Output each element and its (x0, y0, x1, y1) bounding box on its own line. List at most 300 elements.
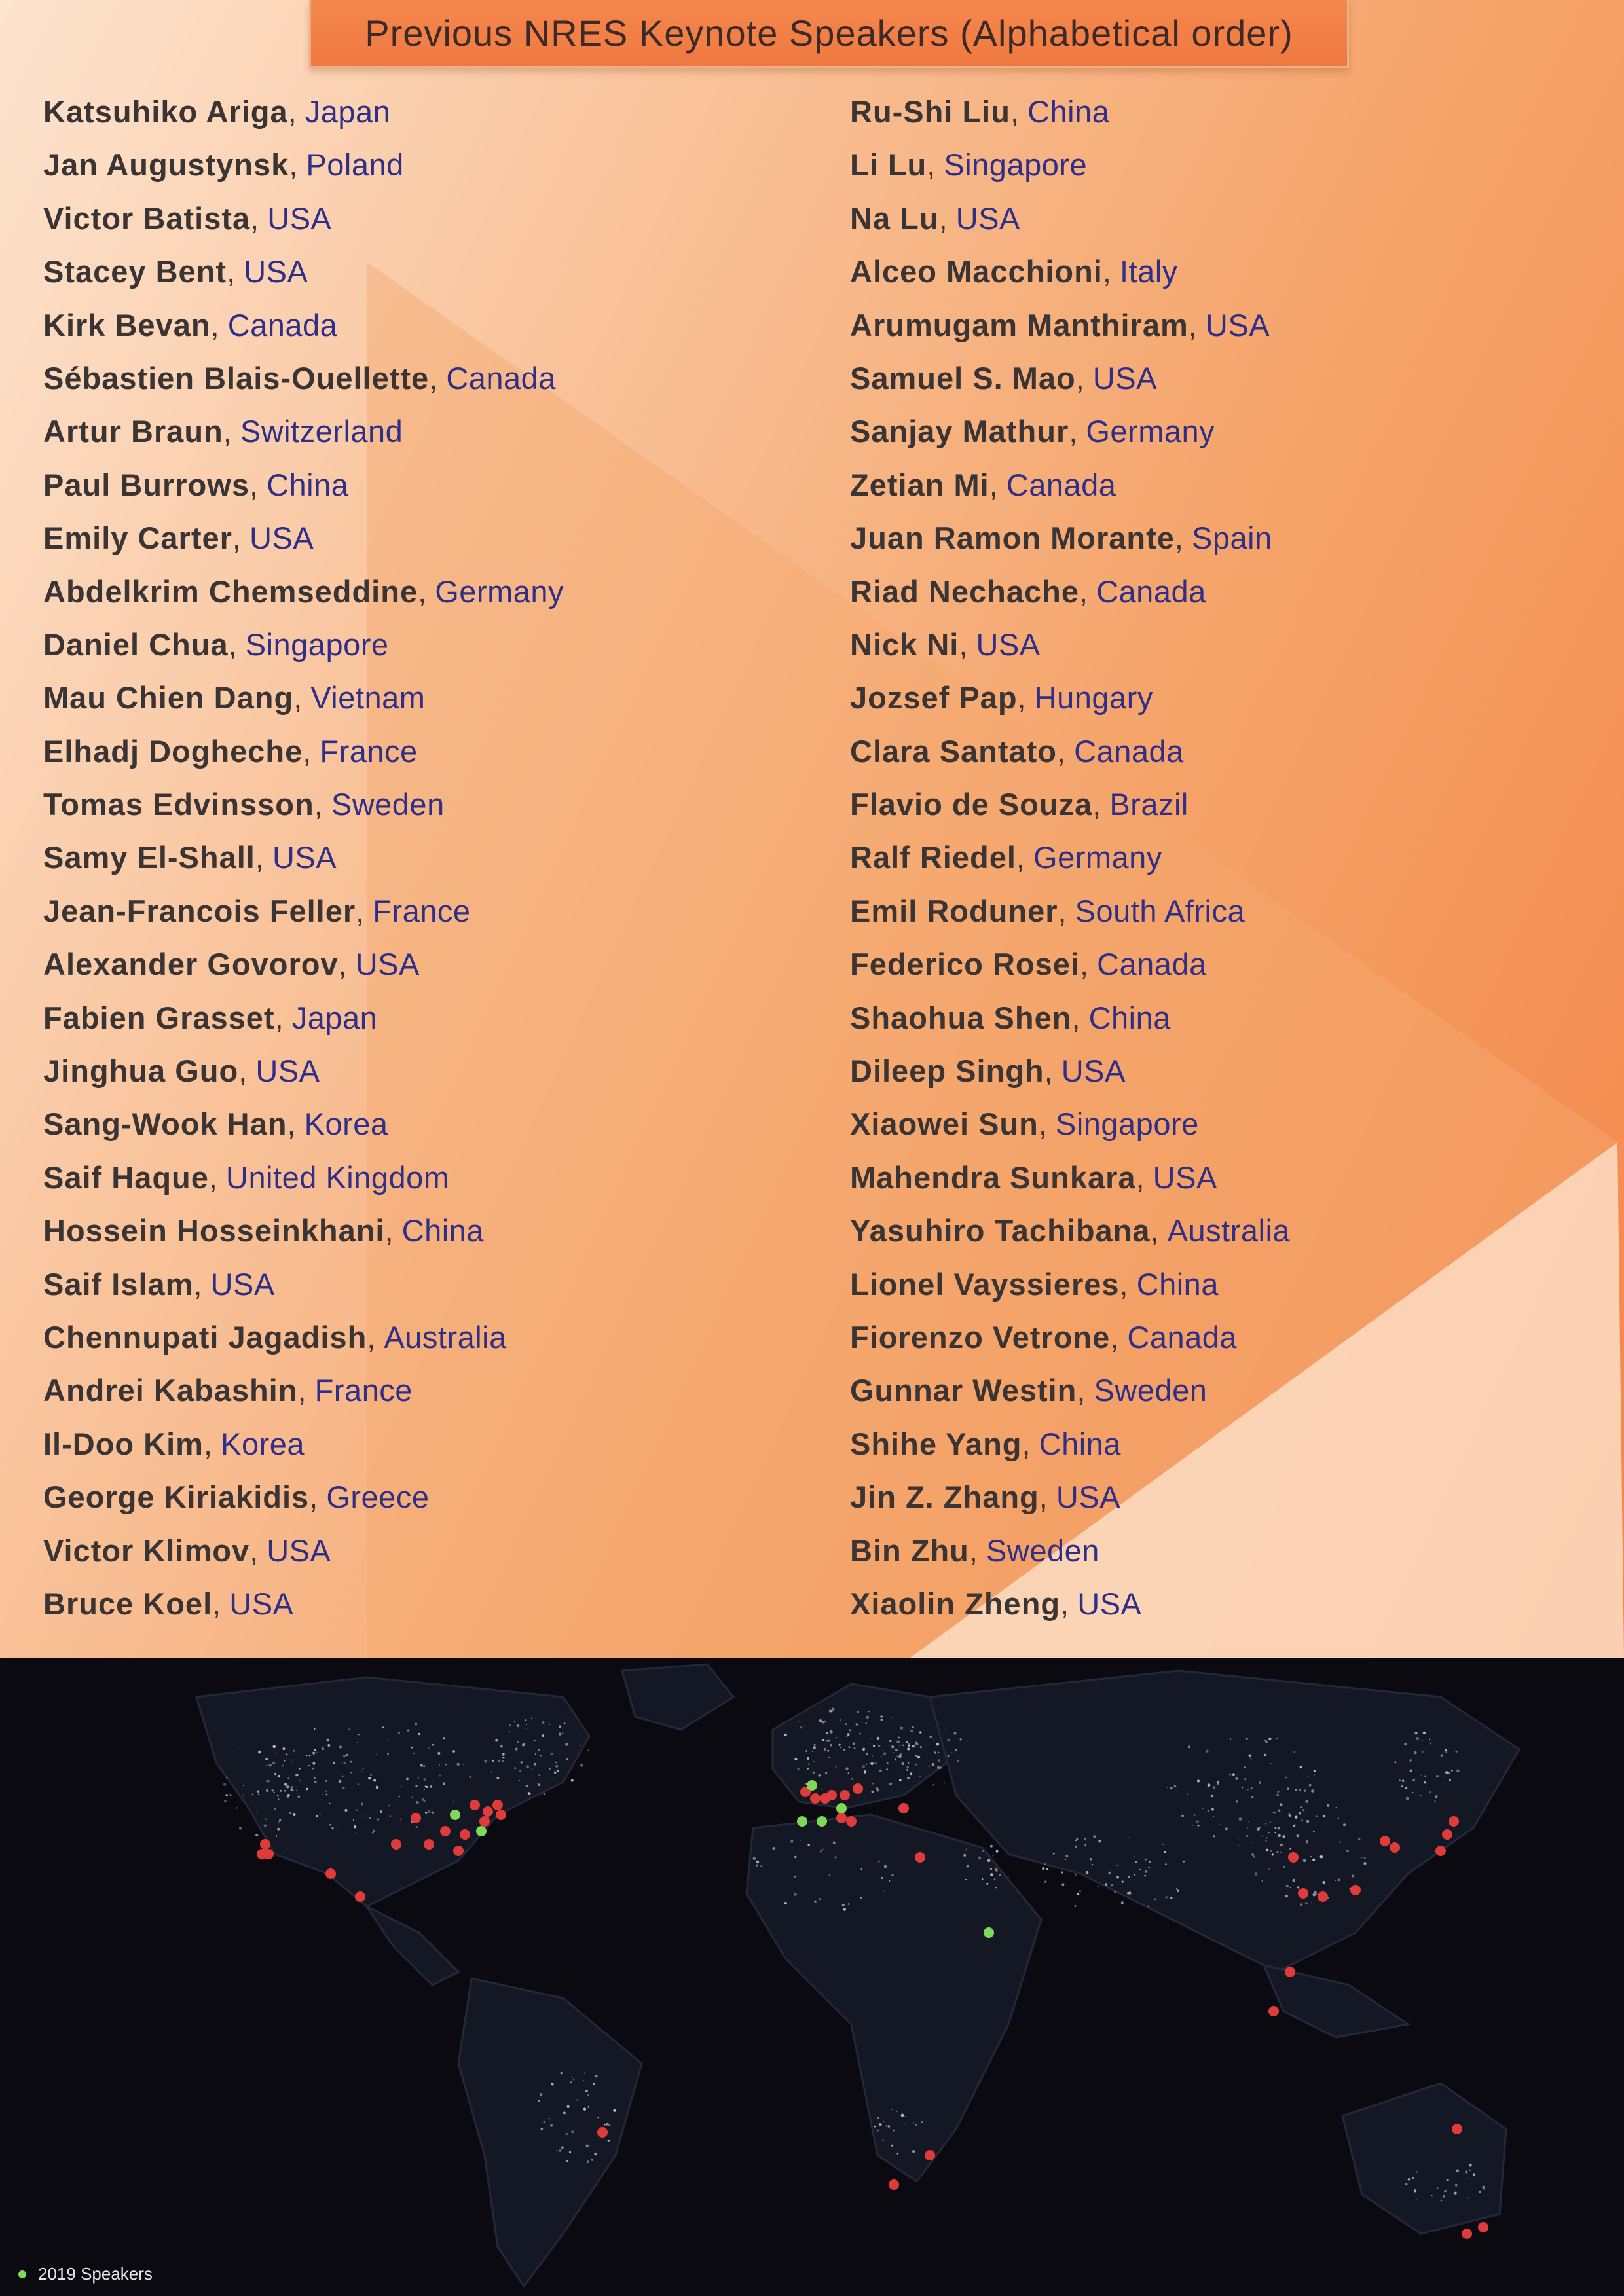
speaker-row (43, 245, 564, 298)
city-light-dot (1197, 1825, 1199, 1827)
city-light-dot (1229, 1774, 1231, 1776)
city-light-dot (1336, 1807, 1337, 1808)
city-light-dot (350, 1761, 352, 1763)
city-light-dot (1084, 1838, 1086, 1840)
separator-comma: , (287, 1106, 304, 1142)
city-light-dot (519, 1770, 521, 1772)
city-light-dot (326, 1739, 329, 1742)
city-light-dot (542, 1734, 545, 1737)
city-light-dot (1312, 1893, 1316, 1897)
city-light-dot (908, 1743, 910, 1745)
city-light-dot (906, 1769, 908, 1771)
city-light-dot (549, 1768, 550, 1770)
speaker-row (850, 1204, 1290, 1257)
city-light-dot (1248, 1821, 1249, 1822)
city-light-dot (243, 1785, 244, 1786)
marker-2019-speaker (984, 1927, 994, 1938)
city-light-dot (1249, 1754, 1251, 1757)
marker-2019-speaker (817, 1816, 827, 1827)
separator-comma: , (367, 1319, 384, 1355)
city-light-dot (843, 1749, 845, 1751)
city-light-dot (1280, 1844, 1283, 1846)
city-light-dot (258, 1794, 259, 1795)
city-light-dot (756, 1861, 760, 1864)
speaker-country: Italy (1119, 254, 1178, 289)
city-light-dot (525, 1719, 527, 1721)
marker-previous-speaker (411, 1813, 421, 1823)
separator-comma: , (1071, 1000, 1089, 1035)
city-light-dot (1306, 1840, 1309, 1844)
marker-previous-speaker (898, 1803, 909, 1813)
city-light-dot (272, 1745, 276, 1749)
marker-previous-speaker (853, 1783, 863, 1794)
city-light-dot (293, 1813, 296, 1816)
city-light-dot (878, 1745, 880, 1747)
city-light-dot (279, 1819, 281, 1821)
city-light-dot (932, 1763, 934, 1766)
city-light-dot (502, 1753, 505, 1756)
city-light-dot (1075, 1840, 1077, 1841)
city-light-dot (833, 1841, 836, 1844)
speaker-name: Alexander Govorov (43, 947, 339, 982)
city-light-dot (1053, 1853, 1055, 1855)
speaker-row (850, 725, 1290, 778)
city-light-dot (571, 1779, 574, 1782)
speaker-country: Canada (227, 307, 338, 342)
city-light-dot (268, 1764, 272, 1767)
speaker-name: Kirk Bevan (43, 307, 211, 342)
city-light-dot (1076, 1838, 1078, 1840)
city-light-dot (910, 1730, 913, 1732)
speaker-row (850, 1364, 1290, 1417)
city-light-dot (1299, 1812, 1301, 1814)
separator-comma: , (303, 733, 320, 769)
city-light-dot (1414, 2189, 1416, 2192)
city-light-dot (400, 1819, 401, 1820)
city-light-dot (1479, 2191, 1481, 2193)
city-light-dot (353, 1819, 354, 1821)
city-light-dot (886, 1768, 888, 1770)
city-light-dot (1412, 2177, 1414, 2179)
city-light-dot (1268, 1869, 1269, 1870)
city-light-dot (881, 1719, 883, 1721)
city-light-dot (877, 2117, 879, 2119)
city-light-dot (1456, 1769, 1460, 1772)
city-light-dot (306, 1788, 308, 1790)
city-light-dot (382, 1726, 384, 1728)
speaker-country: China (267, 467, 349, 502)
city-light-dot (544, 2121, 546, 2124)
separator-comma: , (1010, 94, 1028, 129)
speaker-name: Stacey Bent (43, 254, 227, 289)
speaker-row (43, 1470, 564, 1523)
speaker-country: Canada (1096, 574, 1206, 609)
city-light-dot (376, 1785, 377, 1786)
speaker-country: Germany (1086, 414, 1215, 449)
city-light-dot (1208, 1810, 1209, 1812)
separator-comma: , (1102, 254, 1120, 289)
speaker-country: Korea (221, 1426, 305, 1461)
city-light-dot (1420, 1775, 1422, 1776)
separator-comma: , (255, 840, 272, 875)
city-light-dot (1343, 1823, 1346, 1826)
speaker-row (43, 1524, 564, 1577)
city-light-dot (957, 1760, 959, 1762)
city-light-dot (329, 1803, 331, 1804)
speaker-country: Australia (384, 1319, 507, 1355)
speaker-name: Mahendra Sunkara (850, 1159, 1136, 1195)
city-light-dot (1311, 1902, 1312, 1903)
city-light-dot (896, 2153, 898, 2154)
city-light-dot (1297, 1834, 1299, 1837)
speaker-country: Switzerland (240, 414, 403, 449)
city-light-dot (938, 1759, 940, 1762)
city-light-dot (1441, 2200, 1443, 2202)
city-light-dot (308, 1765, 310, 1766)
city-light-dot (1445, 1771, 1449, 1774)
city-light-dot (1105, 1883, 1108, 1886)
city-light-dot (557, 1770, 559, 1772)
city-light-dot (1264, 1740, 1266, 1741)
city-light-dot (282, 1747, 285, 1750)
speaker-row (850, 778, 1290, 831)
marker-previous-speaker (460, 1829, 470, 1840)
city-light-dot (794, 1758, 797, 1760)
city-light-dot (354, 1825, 356, 1828)
city-light-dot (990, 1873, 993, 1876)
city-light-dot (916, 1741, 917, 1742)
city-light-dot (1253, 1855, 1255, 1857)
separator-comma: , (210, 307, 228, 342)
speaker-row (850, 884, 1290, 938)
speaker-country: USA (249, 520, 314, 556)
continent-australia (1342, 2083, 1506, 2234)
speaker-country: China (1136, 1266, 1219, 1302)
city-light-dot (517, 1741, 519, 1743)
city-light-dot (1251, 1787, 1252, 1789)
city-light-dot (299, 1780, 301, 1781)
city-light-dot (847, 1733, 850, 1736)
city-light-dot (1149, 1861, 1151, 1863)
city-light-dot (1087, 1873, 1088, 1874)
separator-comma: , (249, 1533, 267, 1568)
marker-previous-speaker (1298, 1888, 1308, 1899)
city-light-dot (418, 1777, 419, 1779)
city-light-dot (368, 1777, 371, 1779)
city-light-dot (859, 1733, 861, 1735)
city-light-dot (456, 1763, 460, 1766)
city-light-dot (252, 1794, 253, 1795)
speaker-row (43, 991, 564, 1044)
city-light-dot (265, 1781, 267, 1782)
city-light-dot (784, 1734, 787, 1736)
city-light-dot (1213, 1835, 1215, 1837)
city-light-dot (1423, 1732, 1426, 1734)
city-light-dot (982, 1878, 984, 1880)
city-light-dot (1246, 1835, 1248, 1837)
city-light-dot (853, 1747, 855, 1749)
speaker-row (43, 884, 564, 938)
speaker-row (850, 991, 1290, 1044)
speaker-country: United Kingdom (226, 1159, 450, 1195)
speaker-name: Flavio de Souza (850, 787, 1093, 822)
speaker-row (43, 1364, 564, 1417)
speaker-country: Canada (1127, 1319, 1238, 1355)
marker-previous-speaker (391, 1839, 401, 1850)
city-light-dot (895, 1758, 896, 1760)
city-light-dot (514, 1721, 515, 1722)
city-light-dot (1235, 1777, 1238, 1780)
city-light-dot (320, 1813, 321, 1815)
city-light-dot (509, 1731, 510, 1732)
city-light-dot (1289, 1834, 1290, 1835)
speaker-name: Fiorenzo Vetrone (850, 1319, 1111, 1355)
city-light-dot (339, 1745, 342, 1748)
city-light-dot (1167, 1787, 1168, 1788)
city-light-dot (226, 1794, 228, 1796)
city-light-dot (907, 1777, 910, 1779)
marker-previous-speaker (260, 1839, 270, 1850)
city-light-dot (278, 1775, 280, 1777)
city-light-dot (257, 1791, 259, 1793)
city-light-dot (595, 2075, 598, 2077)
city-light-dot (567, 2105, 570, 2108)
city-light-dot (424, 1778, 426, 1781)
separator-comma: , (250, 200, 268, 236)
speaker-name: Victor Batista (43, 200, 251, 236)
city-light-dot (879, 2123, 882, 2126)
city-light-dot (829, 1709, 832, 1712)
city-light-dot (1405, 2183, 1408, 2186)
city-light-dot (428, 1810, 430, 1813)
city-light-dot (808, 1763, 810, 1765)
speaker-row (850, 245, 1290, 298)
speaker-name: Shihe Yang (850, 1426, 1022, 1461)
speaker-row (43, 1151, 564, 1204)
speaker-row (850, 831, 1290, 884)
city-light-dot (361, 1771, 362, 1772)
speaker-name: Yasuhiro Tachibana (850, 1213, 1151, 1248)
city-light-dot (312, 1752, 315, 1755)
separator-comma: , (212, 1586, 230, 1621)
city-light-dot (350, 1772, 352, 1774)
city-light-dot (559, 2149, 561, 2152)
city-light-dot (565, 1743, 568, 1746)
city-light-dot (314, 1728, 315, 1730)
city-light-dot (905, 2116, 906, 2117)
separator-comma: , (989, 467, 1006, 502)
city-light-dot (1244, 1778, 1246, 1780)
city-light-dot (517, 1724, 520, 1728)
separator-comma: , (1060, 1586, 1078, 1621)
city-light-dot (887, 1762, 889, 1764)
speaker-country: Canada (446, 360, 556, 395)
city-light-dot (866, 1764, 868, 1766)
city-light-dot (1077, 1893, 1079, 1895)
speaker-row (850, 405, 1290, 458)
speaker-row (850, 299, 1290, 352)
city-light-dot (583, 2080, 584, 2081)
city-light-dot (1449, 1772, 1450, 1774)
city-light-dot (901, 2114, 904, 2117)
marker-2019-speaker (797, 1816, 807, 1827)
city-light-dot (598, 2117, 599, 2118)
city-light-dot (594, 2153, 597, 2155)
city-light-dot (549, 1724, 550, 1725)
city-light-dot (1250, 1758, 1251, 1760)
city-light-dot (1194, 1814, 1196, 1816)
marker-previous-speaker (483, 1806, 493, 1817)
city-light-dot (452, 1750, 455, 1753)
marker-previous-speaker (889, 2179, 899, 2190)
city-light-dot (423, 1765, 425, 1767)
speaker-row (43, 192, 564, 245)
city-light-dot (1278, 1827, 1280, 1829)
city-light-dot (502, 1760, 504, 1762)
city-light-dot (919, 1776, 921, 1777)
city-light-dot (1335, 1880, 1336, 1881)
speaker-row (850, 511, 1290, 564)
city-light-dot (526, 1785, 528, 1787)
separator-comma: , (338, 947, 356, 982)
city-light-dot (1295, 1789, 1297, 1791)
speaker-country: USA (255, 1053, 320, 1089)
marker-previous-speaker (1318, 1891, 1328, 1902)
city-light-dot (933, 1728, 934, 1729)
speaker-row (43, 1258, 564, 1311)
city-light-dot (1303, 1859, 1306, 1862)
city-light-dot (606, 2123, 608, 2125)
city-light-dot (1128, 1837, 1129, 1838)
city-light-dot (1177, 1889, 1179, 1892)
city-light-dot (756, 1865, 758, 1867)
speaker-name: Sébastien Blais-Ouellette (43, 360, 430, 395)
speaker-name: Hossein Hosseinkhani (43, 1213, 385, 1248)
speaker-name: Dileep Singh (850, 1053, 1044, 1089)
city-light-dot (526, 1724, 527, 1725)
speaker-row (43, 405, 564, 458)
city-light-dot (415, 1722, 417, 1725)
city-light-dot (1079, 1890, 1081, 1892)
city-light-dot (537, 1783, 538, 1784)
city-light-dot (1269, 1868, 1270, 1869)
city-light-dot (920, 1746, 922, 1748)
city-light-dot (344, 1809, 347, 1812)
city-light-dot (814, 1900, 817, 1903)
city-light-dot (1117, 1865, 1119, 1867)
city-light-dot (580, 1745, 581, 1746)
continent-greenland (622, 1664, 733, 1730)
city-light-dot (1414, 1751, 1417, 1755)
speaker-country: Hungary (1034, 680, 1153, 716)
city-light-dot (1416, 1737, 1420, 1740)
city-light-dot (535, 1753, 536, 1755)
city-light-dot (934, 1751, 936, 1753)
speaker-row (43, 352, 564, 405)
marker-2019-speaker (476, 1826, 487, 1836)
city-light-dot (365, 1815, 366, 1817)
city-light-dot (1446, 1793, 1447, 1794)
city-light-dot (387, 1753, 389, 1755)
city-light-dot (264, 1824, 267, 1827)
city-light-dot (839, 1744, 841, 1746)
city-light-dot (1238, 1845, 1239, 1846)
city-light-dot (1443, 2195, 1445, 2198)
city-light-dot (830, 1744, 832, 1747)
city-light-dot (1277, 1851, 1279, 1853)
city-light-dot (760, 1865, 762, 1867)
city-light-dot (1447, 2179, 1449, 2181)
city-light-dot (1338, 1818, 1339, 1819)
city-light-dot (1187, 1794, 1188, 1795)
city-light-dot (937, 1766, 940, 1769)
city-light-dot (892, 1717, 893, 1719)
city-light-dot (1304, 1789, 1306, 1792)
speaker-name: Zetian Mi (850, 467, 989, 502)
city-light-dot (880, 1715, 883, 1718)
city-light-dot (814, 1744, 816, 1746)
city-light-dot (236, 1807, 238, 1808)
city-light-dot (1285, 1777, 1287, 1778)
city-light-dot (348, 1728, 350, 1730)
speaker-name: Ralf Riedel (850, 840, 1016, 875)
city-light-dot (889, 1740, 892, 1742)
city-light-dot (1305, 1902, 1308, 1904)
marker-2019-speaker (450, 1810, 460, 1820)
city-light-dot (835, 1766, 836, 1768)
city-light-dot (413, 1753, 415, 1754)
city-light-dot (541, 2128, 544, 2130)
speaker-name: Andrei Kabashin (43, 1373, 298, 1408)
city-light-dot (587, 1749, 589, 1751)
speaker-country: Poland (306, 147, 404, 183)
city-light-dot (1327, 1804, 1329, 1807)
city-light-dot (608, 2124, 610, 2126)
marker-previous-speaker (1285, 1967, 1295, 1977)
city-light-dot (822, 1739, 825, 1741)
city-light-dot (908, 1762, 910, 1764)
city-light-dot (1139, 1869, 1141, 1870)
city-light-dot (1436, 1775, 1439, 1777)
city-light-dot (1148, 1867, 1150, 1868)
city-light-dot (287, 1777, 289, 1779)
city-light-dot (907, 1748, 910, 1751)
marker-previous-speaker (1478, 2222, 1488, 2232)
separator-comma: , (927, 147, 944, 183)
city-light-dot (948, 1755, 950, 1757)
city-light-dot (604, 2124, 606, 2126)
city-light-dot (593, 2083, 595, 2085)
city-light-dot (1408, 2178, 1411, 2181)
city-light-dot (877, 2130, 879, 2131)
city-light-dot (993, 1878, 995, 1880)
city-light-dot (896, 2111, 898, 2112)
city-light-dot (398, 1732, 400, 1734)
city-light-dot (292, 1760, 293, 1761)
speaker-row (850, 1577, 1290, 1630)
city-light-dot (1425, 1776, 1426, 1777)
separator-comma: , (297, 1373, 315, 1408)
speaker-country: Singapore (944, 147, 1088, 183)
city-light-dot (276, 1753, 278, 1754)
city-light-dot (1166, 1896, 1168, 1898)
city-light-dot (1270, 1763, 1271, 1764)
city-light-dot (891, 1874, 894, 1876)
speaker-name: Katsuhiko Ariga (43, 94, 288, 129)
speaker-name: Paul Burrows (43, 467, 249, 502)
speaker-name: Sang-Wook Han (43, 1106, 287, 1142)
city-light-dot (538, 1749, 540, 1751)
